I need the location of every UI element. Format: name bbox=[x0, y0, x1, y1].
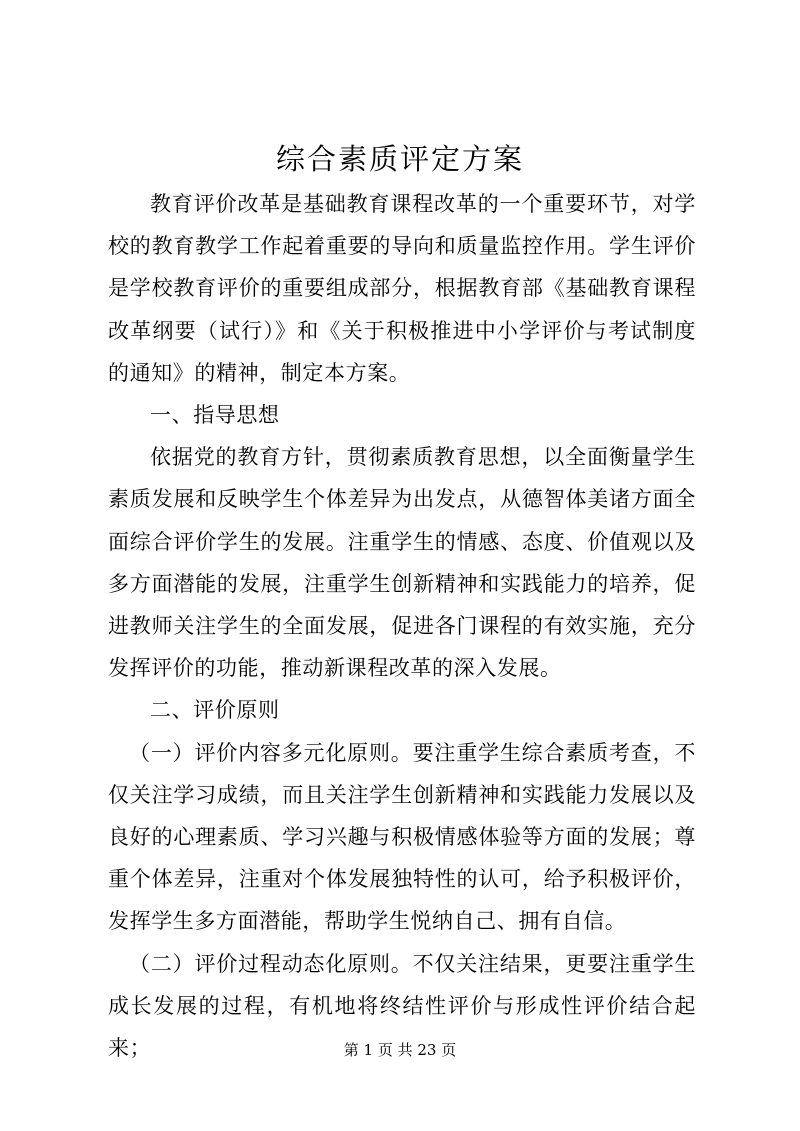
paragraph-principle-2: （二）评价过程动态化原则。不仅关注结果，更要注重学生成长发展的过程，有机地将终结性评价与形成性评价结合起来； bbox=[108, 951, 696, 1061]
document-title: 综合素质评定方案 bbox=[275, 142, 524, 176]
section-heading-guiding-thought: 一、指导思想 bbox=[150, 403, 280, 428]
paragraph-intro: 教育评价改革是基础教育课程改革的一个重要环节，对学校的教育教学工作起着重要的导向和质量监控作用。学生评价是学校教育评价的重要组成部分，根据教育部《基础教育课程改革纲要（试行）》和《关于积极推进中小学评价与考试制度的通知》的精神，制定本方案。 bbox=[108, 192, 696, 385]
paragraph-principle-1: （一）评价内容多元化原则。要注重学生综合素质考查，不仅关注学习成绩，而且关注学生创新精神和实践能力发展以及良好的心理素质、学习兴趣与积极情感体验等方面的发展；尊重个体差异，注重对个体发展独特性的认可，给予积极评价，发挥学生多方面潜能，帮助学生悦纳自己、拥有自信。 bbox=[108, 740, 696, 934]
section-heading-evaluation-principles: 二、评价原则 bbox=[150, 698, 280, 723]
page-number-footer: 第 1 页 共 23 页 bbox=[343, 1041, 457, 1059]
paragraph-guiding-thought: 依据党的教育方针，贯彻素质教育思想，以全面衡量学生素质发展和反映学生个体差异为出发点，从德智体美诸方面全面综合评价学生的发展。注重学生的情感、态度、价值观以及多方面潜能的发展，注重学生创新精神和实践能力的培养，促进教师关注学生的全面发展，促进各门课程的有效实施，充分发挥评价的功能，推动新课程改革的深入发展。 bbox=[108, 445, 696, 681]
document-body bbox=[108, 183, 696, 1069]
